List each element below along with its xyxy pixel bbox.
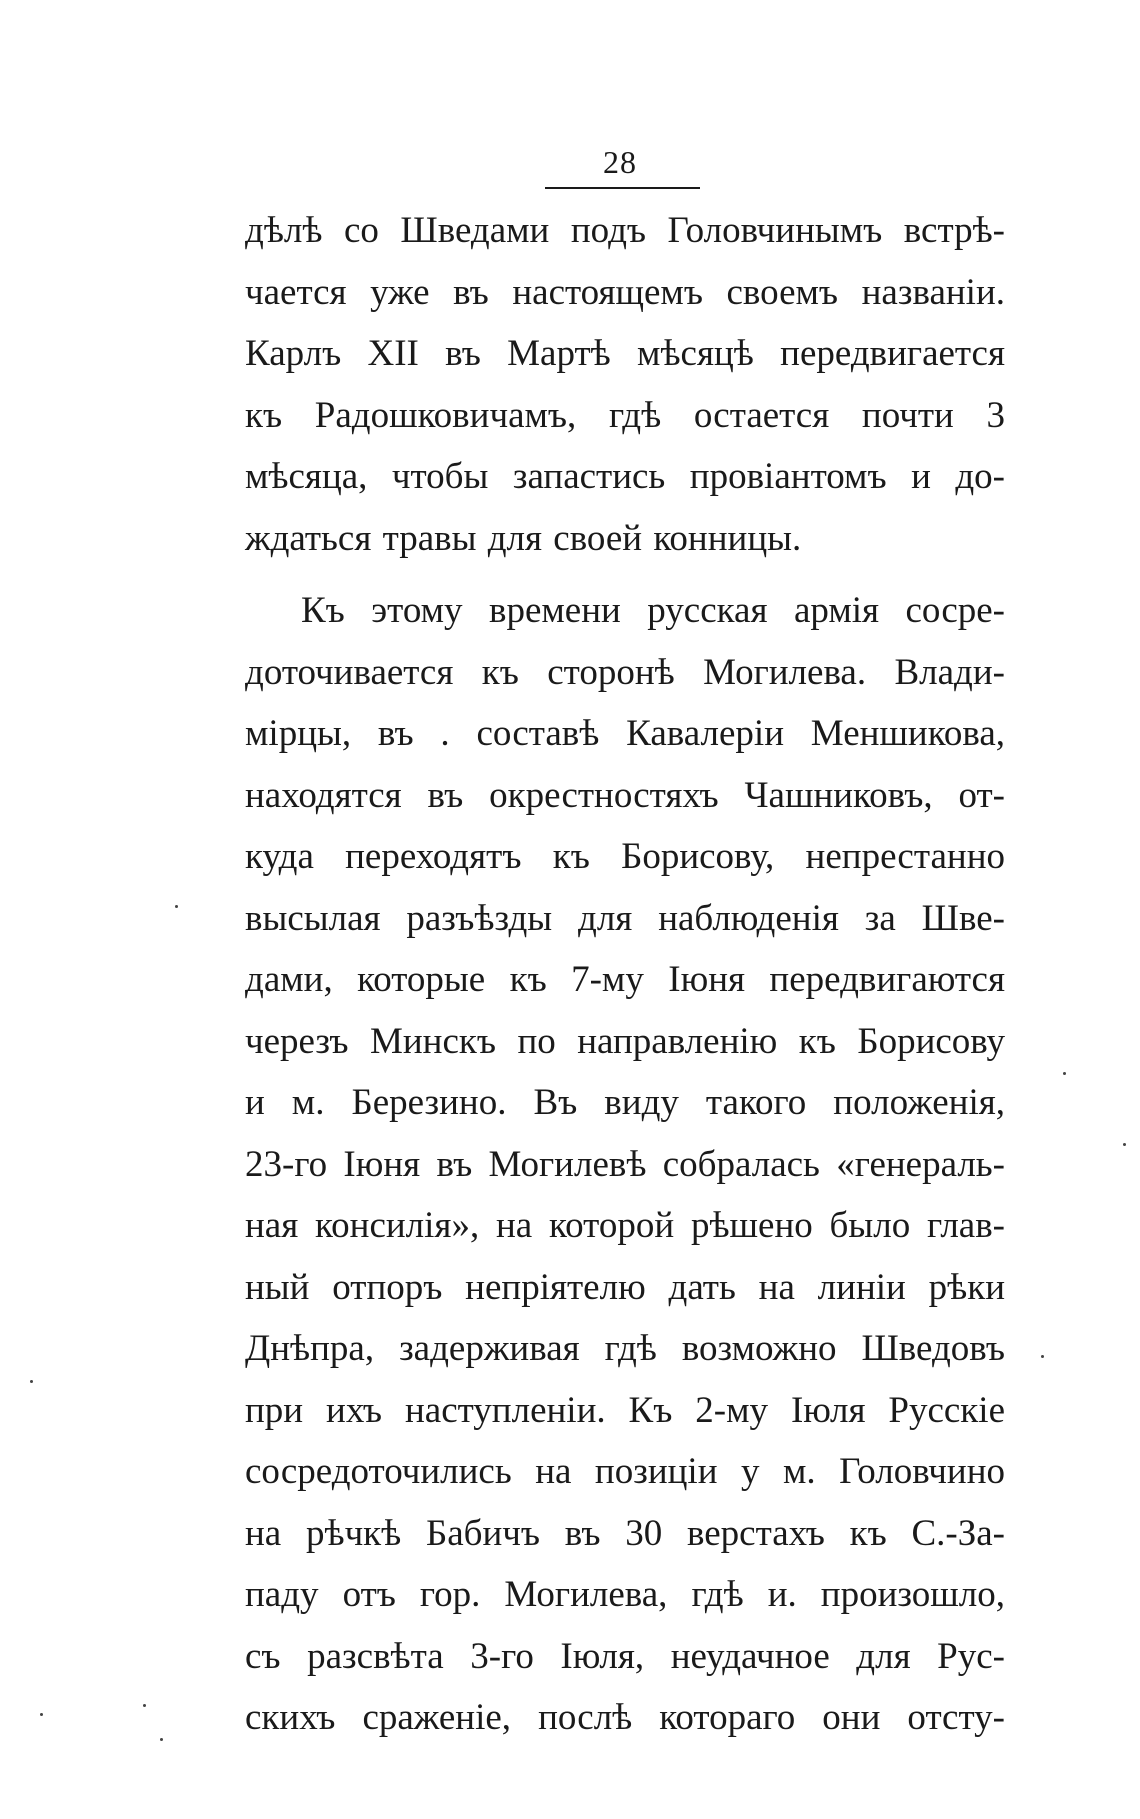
- text-line: мѣсяца, чтобы запастись провiантомъ и до-: [245, 456, 1005, 497]
- scan-speck: [1041, 1355, 1044, 1358]
- text-line: паду отъ гор. Могилева, гдѣ и. произошло,: [245, 1574, 1005, 1615]
- text-line: скихъ сраженiе, послѣ котораго они отсту-: [245, 1697, 1005, 1738]
- text-line: при ихъ наступленiи. Къ 2-му Iюля Русскiе: [245, 1389, 1005, 1431]
- scan-speck: [175, 905, 178, 908]
- text-line: 23-го Iюня въ Могилевѣ собралась «генераль-: [245, 1143, 1005, 1185]
- text-line: сосредоточились на позицiи у м. Головчино: [245, 1451, 1005, 1492]
- text-line: къ Радошковичамъ, гдѣ остается почти 3: [245, 394, 1005, 436]
- body-text: [245, 200, 1005, 1749]
- page-number: 28: [603, 144, 637, 180]
- text-line: дѣлѣ со Шведами подъ Головчинымъ встрѣ-: [245, 210, 1005, 251]
- text-line: дами, которые къ 7-му Iюня передвигаются: [245, 959, 1005, 1000]
- text-line: находятся въ окрестностяхъ Чашниковъ, от-: [245, 774, 1005, 816]
- scan-speck: [40, 1713, 43, 1716]
- scan-speck: [1063, 1072, 1066, 1075]
- paragraph-1: [245, 200, 1005, 569]
- text-line: ждаться травы для своей конницы.: [245, 517, 802, 559]
- header-rule: [545, 187, 700, 189]
- text-line: мiрцы, въ . составѣ Кавалерiи Меншикова,: [245, 713, 1005, 754]
- text-line: черезъ Минскъ по направленiю къ Борисову: [245, 1020, 1005, 1062]
- text-line: Карлъ XII въ Мартѣ мѣсяцѣ передвигается: [245, 333, 1005, 374]
- scan-speck: [30, 1380, 33, 1383]
- scan-speck: [160, 1738, 163, 1741]
- text-line: высылая разъѣзды для наблюденiя за Шве-: [245, 897, 1005, 939]
- paragraph-2: [245, 580, 1005, 1749]
- text-line: и м. Березино. Въ виду такого положенiя,: [245, 1082, 1005, 1123]
- scan-speck: [1123, 1143, 1126, 1146]
- text-line: ная консилiя», на которой рѣшено было глав-: [245, 1205, 1005, 1246]
- text-line: куда переходятъ къ Борисову, непрестанно: [245, 836, 1005, 877]
- text-line: Къ этому времени русская армiя сосре-: [301, 590, 1005, 631]
- text-line: ный отпоръ непрiятелю дать на линiи рѣки: [245, 1266, 1005, 1308]
- scan-speck: [143, 1704, 146, 1707]
- text-line: чается уже въ настоящемъ своемъ названiи.: [245, 271, 1005, 313]
- text-line: на рѣчкѣ Бабичъ въ 30 верстахъ къ С.-За-: [245, 1512, 1005, 1554]
- text-line: Днѣпра, задерживая гдѣ возможно Шведовъ: [245, 1328, 1005, 1369]
- text-line: съ разсвѣта 3-го Iюля, неудачное для Рус-: [245, 1635, 1005, 1677]
- text-line: доточивается къ сторонѣ Могилева. Влади-: [245, 651, 1005, 693]
